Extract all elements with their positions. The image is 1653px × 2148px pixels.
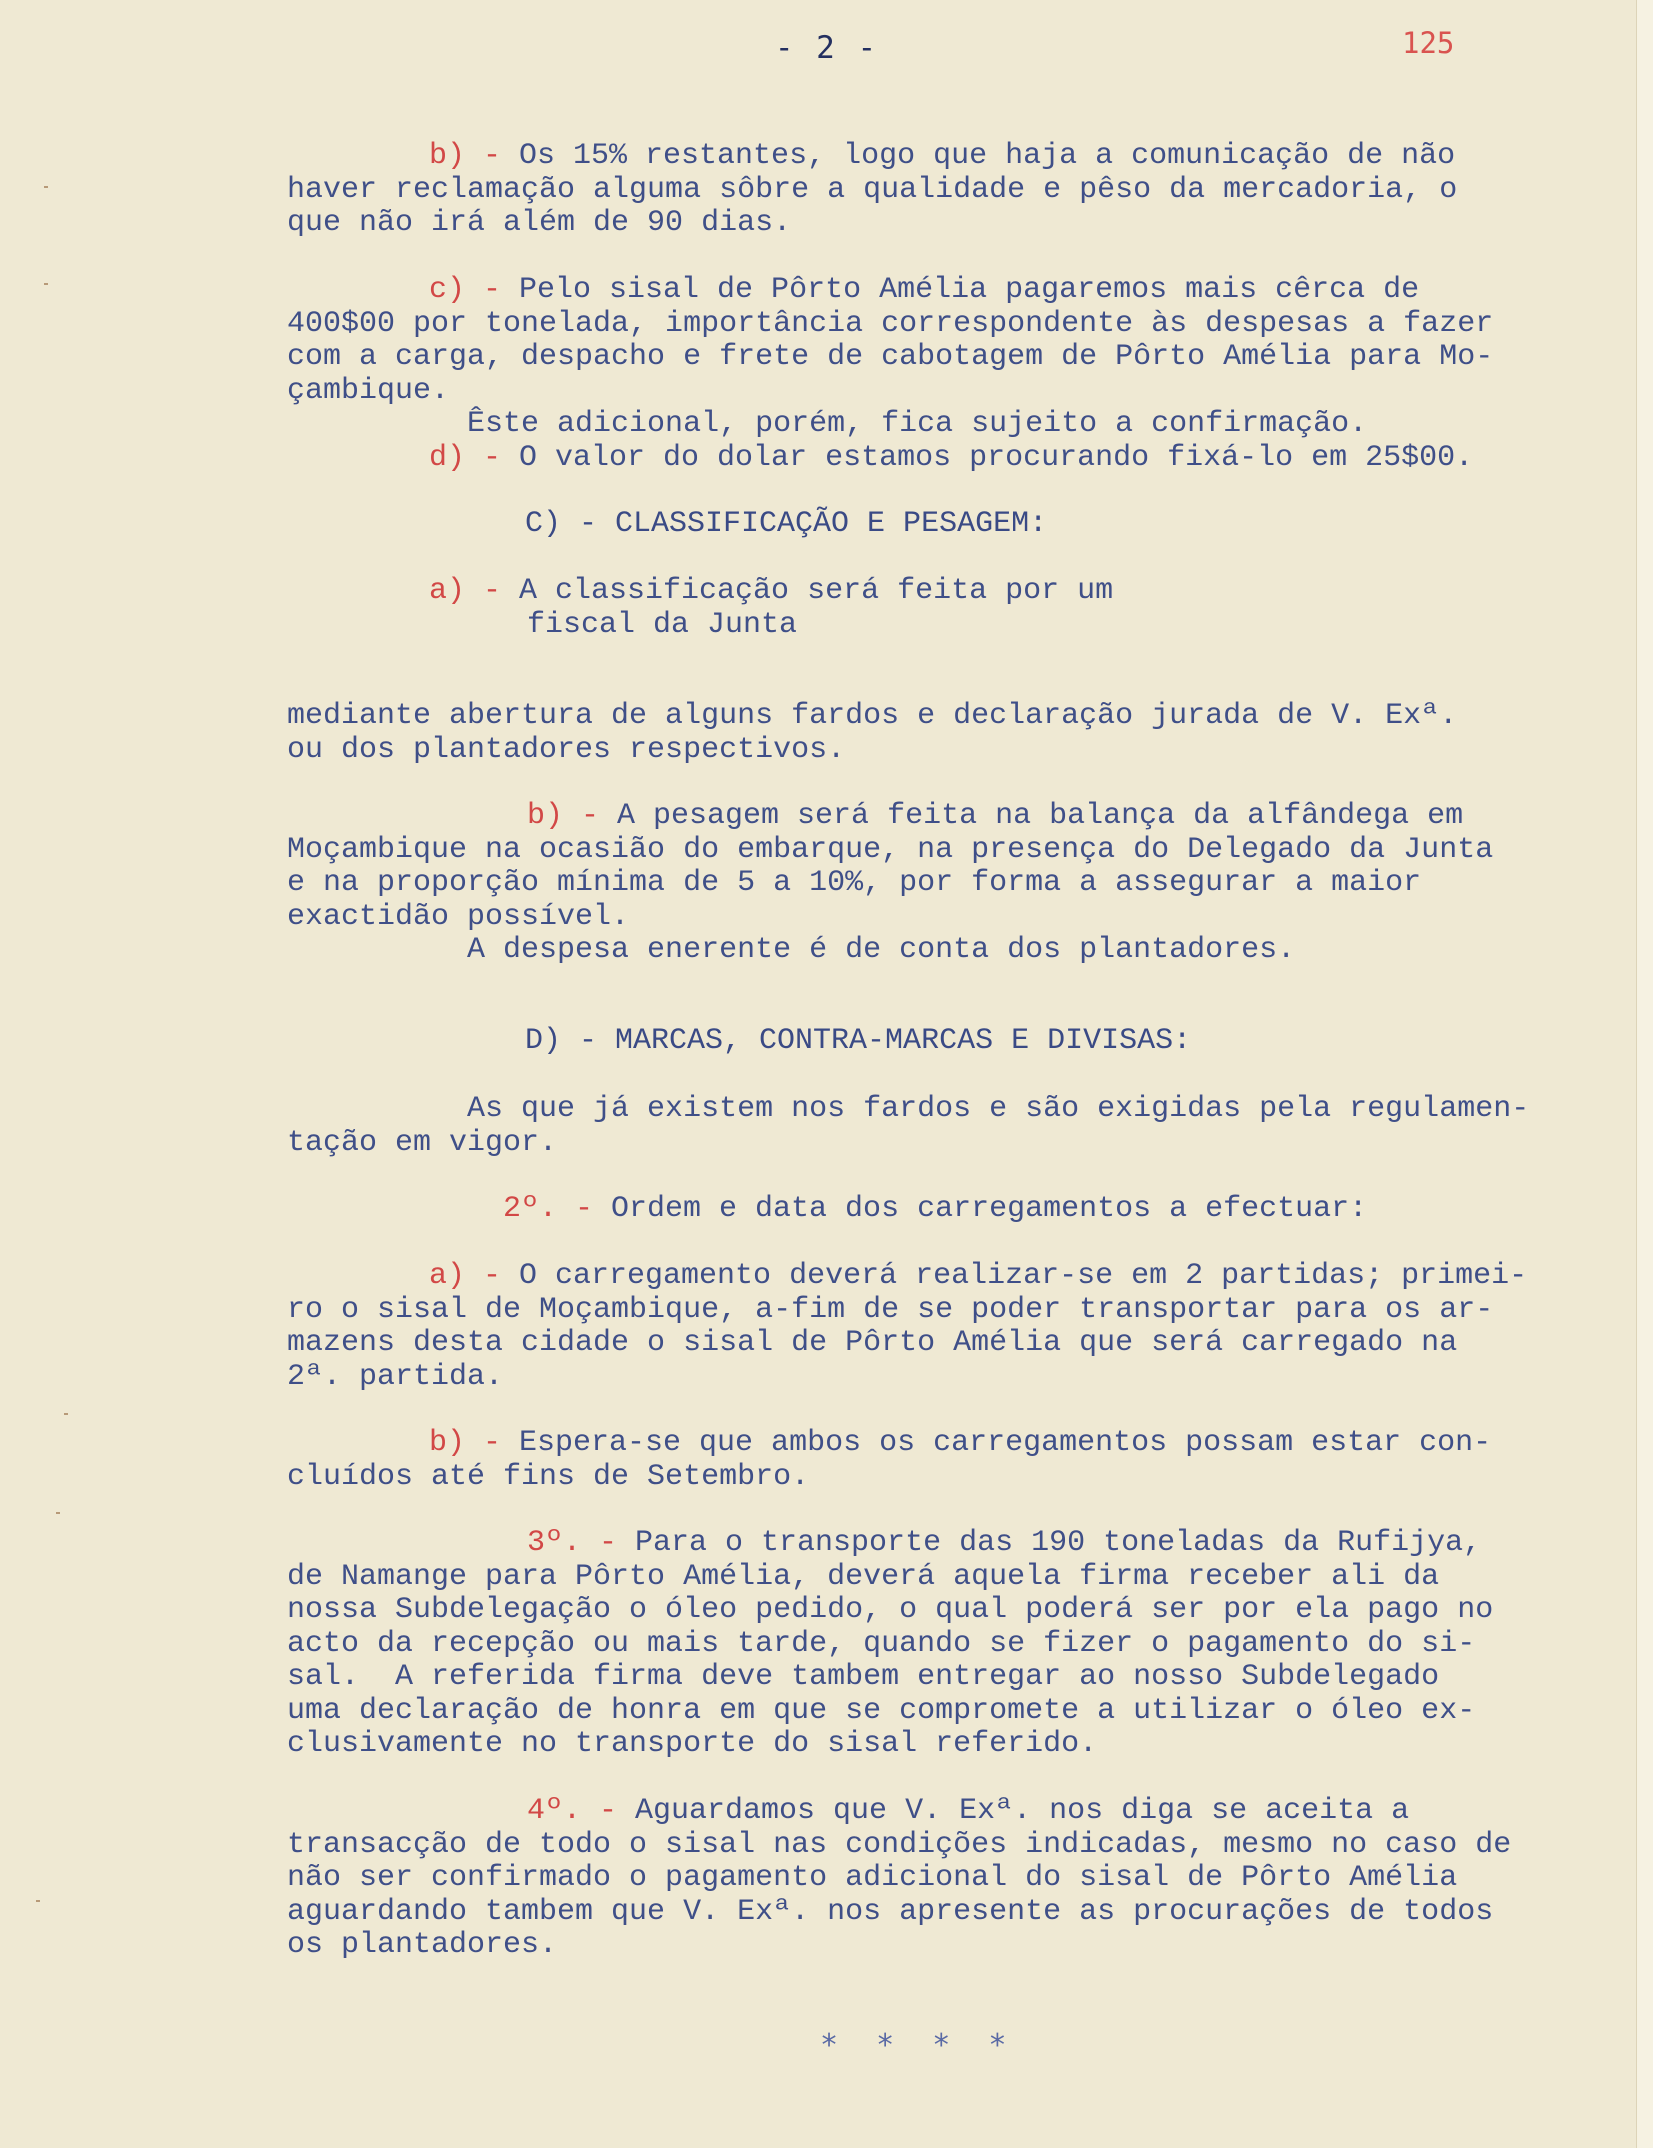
page-number: - 2 - [774, 30, 879, 66]
stamp-number: 125 [1402, 26, 1455, 60]
paragraph-classificacao-a: a) - A classificação será feita por um fiscal da Junta [429, 574, 1114, 642]
paragraph-marcas: As que já existem nos fardos e são exigidas pela regulamen- tação em vigor. [287, 1092, 1530, 1160]
margin-mark [64, 1413, 68, 1415]
margin-mark [44, 283, 48, 285]
heading-classificacao: C) - CLASSIFICAÇÃO E PESAGEM: [525, 507, 1048, 541]
item-2-a: a) - O carregamento deverá realizar-se em 2 partidas; primei- ro o sisal de Moçambique, a-fim de se poder transportar para os ar- mazens desta cidade o sisal de Pôrto Amélia que será carregado na 2ª. partida. [287, 1259, 1528, 1394]
item-3: 3º. - Para o transporte das 190 toneladas da Rufijya, de Namange para Pôrto Amélia, deverá aquela firma receber ali da nossa Subdelegação o óleo pedido, o qual poderá ser por ela pago no acto da recepção ou mais tarde, quando se fizer o pagamento do si- sal. A referida firma deve tambem entregar ao nosso Subdelegado uma declaração de honra em que se compromete a utilizar o óleo ex- clusivamente no transporte do sisal referido. [287, 1526, 1494, 1761]
item-2-b: b) - Espera-se que ambos os carregamentos possam estar con- cluídos até fins de Setembro. [287, 1426, 1492, 1494]
paragraph-c: c) - Pelo sisal de Pôrto Amélia pagaremos mais cêrca de 400$00 por tonelada, importância correspondente às despesas a fazer com a carga, despacho e frete de cabotagem de Pôrto Amélia para Mo- çambique. Êste adicional, porém, fica sujeito a confirmação. d) - O valor do dolar estamos procurando fixá-lo em 25$00. [287, 273, 1494, 475]
margin-mark [44, 186, 48, 188]
heading-marcas: D) - MARCAS, CONTRA-MARCAS E DIVISAS: [525, 1024, 1192, 1058]
item-4: 4º. - Aguardamos que V. Exª. nos diga se aceita a transacção de todo o sisal nas condições indicadas, mesmo no caso de não ser confirmado o pagamento adicional do sisal de Pôrto Amélia aguardando tambem que V. Exª. nos apresente as procurações de todos os plantadores. [287, 1794, 1512, 1962]
paragraph-classificacao-a-continuation: mediante abertura de alguns fardos e declaração jurada de V. Exª. ou dos plantadores respectivos. [287, 699, 1458, 767]
margin-mark [56, 1512, 60, 1514]
closing-stars: * * * * [820, 2028, 1017, 2063]
item-2-heading: 2º. - Ordem e data dos carregamentos a efectuar: [503, 1192, 1368, 1226]
paragraph-classificacao-b: b) - A pesagem será feita na balança da alfândega em Moçambique na ocasião do embarque, na presença do Delegado da Junta e na proporção mínima de 5 a 10%, por forma a assegurar a maior exactidão possível. A despesa enerente é de conta dos plantadores. [287, 799, 1494, 967]
page-edge [1636, 0, 1653, 2148]
margin-mark [36, 1900, 40, 1902]
paragraph-b: b) - Os 15% restantes, logo que haja a comunicação de não haver reclamação alguma sôbre a qualidade e pêso da mercadoria, o que não irá além de 90 dias. [287, 139, 1458, 240]
